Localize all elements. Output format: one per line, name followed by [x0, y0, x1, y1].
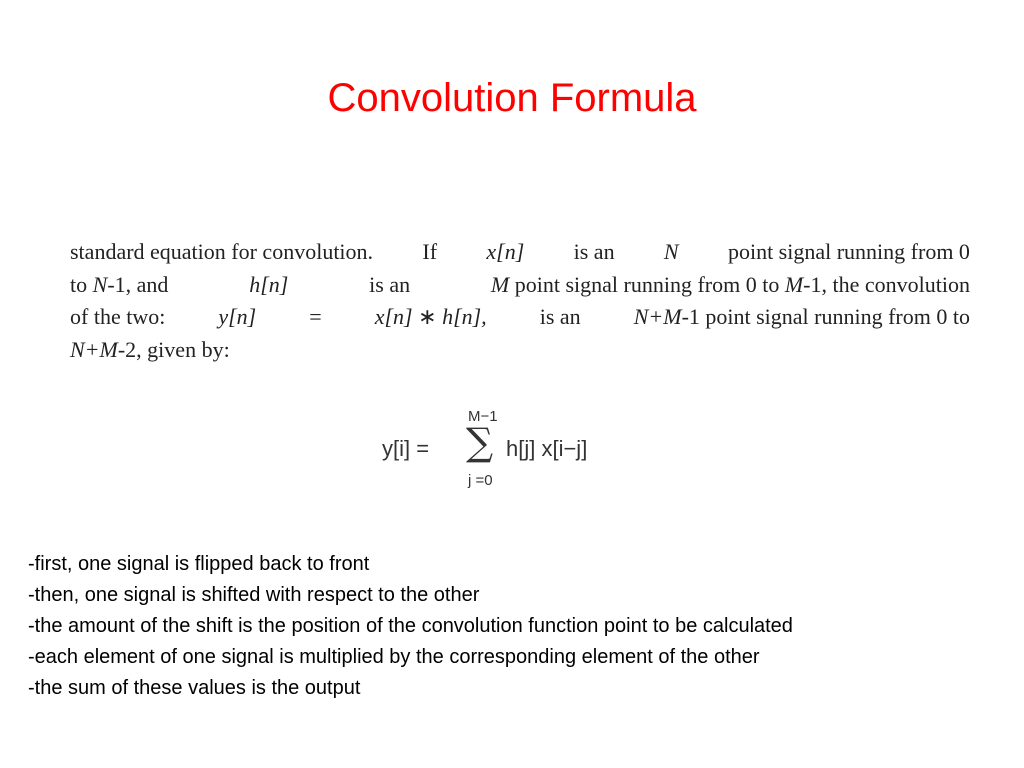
- convolution-formula: [382, 408, 652, 498]
- text-fragment: to N-1, and: [70, 271, 169, 297]
- list-item: -each element of one signal is multiplied by the corresponding element of the other: [28, 646, 760, 668]
- formula-rhs: h[j] x[i−j]: [506, 436, 588, 461]
- text-fragment: standard equation for convolution.: [70, 239, 374, 264]
- formula-lhs: y[i] =: [382, 436, 430, 461]
- paragraph-line-2: [70, 269, 970, 302]
- list-item: -then, one signal is shifted with respect to the other: [28, 584, 480, 606]
- text-fragment: =: [309, 304, 322, 329]
- math-symbol: x[n]: [486, 239, 525, 264]
- list-item: -the sum of these values is the output: [28, 677, 361, 699]
- text-fragment: point signal running from 0: [727, 239, 970, 264]
- paragraph-line-4: [70, 334, 970, 367]
- formula-lower-limit: j =0: [468, 472, 493, 489]
- slide-title: Convolution Formula: [327, 76, 697, 120]
- math-symbol: y[n]: [218, 304, 257, 329]
- text-fragment: x[n] ∗ h[n],: [374, 304, 487, 329]
- list-item: -first, one signal is flipped back to front: [28, 553, 370, 575]
- text-fragment: is an: [539, 304, 581, 329]
- text-fragment: If: [422, 239, 438, 264]
- paragraph-line-3: [70, 301, 970, 334]
- math-symbol: N: [663, 239, 679, 264]
- math-symbol: h[n]: [249, 271, 289, 297]
- bullet-list: [28, 549, 793, 704]
- text-fragment: M point signal running from 0 to M-1, the convolution: [490, 271, 970, 297]
- text-fragment: -2, given by:: [117, 336, 230, 362]
- text-fragment: of the two:: [70, 304, 166, 329]
- paragraph-line-1: [70, 236, 970, 269]
- text-fragment: is an: [573, 239, 615, 264]
- list-item: -the amount of the shift is the position of the convolution function point to be calculated: [28, 615, 793, 637]
- formula-upper-limit: M−1: [468, 408, 498, 425]
- math-symbol: N+M: [70, 336, 118, 362]
- text-fragment: N+M-1 point signal running from 0 to: [633, 304, 970, 329]
- text-fragment: is an: [369, 271, 411, 297]
- scanned-paragraph: [70, 236, 970, 366]
- sigma-icon: ∑: [466, 420, 494, 464]
